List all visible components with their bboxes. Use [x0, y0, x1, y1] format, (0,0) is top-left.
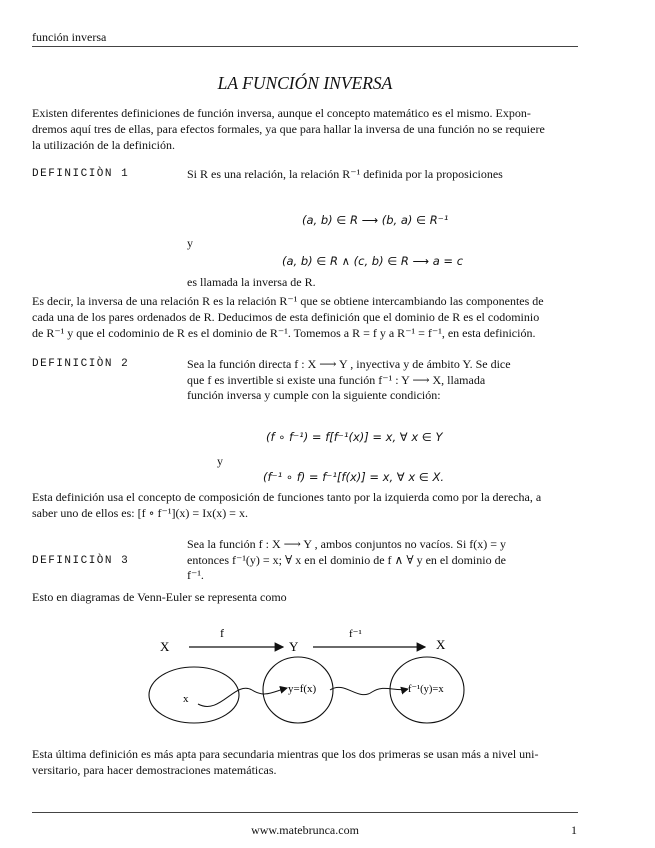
definition-2-y: y: [217, 454, 223, 468]
intro-line-1: Existen diferentes definiciones de función inversa, aunque el concepto matemático es el mismo. Expon-: [32, 106, 531, 120]
closing-line-1: Esta última definición es más apta para secundaria mientras que los dos primeras se usan más a nivel uni-: [32, 747, 539, 761]
explanation-2-line-2: saber uno de ellos es: [f ∘ f⁻¹](x) = Ix(x) = x.: [32, 506, 248, 520]
mapping-curve-f: [198, 688, 287, 706]
definition-2-line-3: función inversa y cumple con la siguiente condición:: [187, 388, 441, 402]
set-label-x-left: X: [160, 639, 170, 654]
element-finv-y-equals-x: f⁻¹(y)=x: [408, 684, 444, 695]
definition-2-label: DEFINICIÒN 2: [32, 358, 130, 370]
page-title: LA FUNCIÓN INVERSA: [217, 73, 393, 93]
explanation-1-line-3: de R⁻¹ y que el codominio de R es el dominio de R⁻¹. Tomemos a R = f y a R⁻¹ = f⁻¹, en esta definición.: [32, 326, 536, 340]
mapping-curve-f-inverse: [330, 687, 408, 694]
definition-3-label: DEFINICIÒN 3: [32, 555, 130, 567]
arrow-label-f: f: [220, 626, 224, 640]
intro-line-3: la utilización de la definición.: [32, 138, 175, 152]
venn-intro: Esto en diagramas de Venn-Euler se representa como: [32, 590, 287, 604]
closing-paragraph: [32, 746, 578, 778]
definition-2-equation-1: (f ∘ f⁻¹) = f[f⁻¹(x)] = x, ∀ x ∈ Y: [266, 430, 443, 444]
definition-3-line-3: f⁻¹.: [187, 568, 204, 582]
definition-1-equation-1: (a, b) ∈ R ⟶ (b, a) ∈ R⁻¹: [302, 213, 449, 227]
definition-2-line-2: que f es invertible si existe una función f⁻¹ : Y ⟶ X, llamada: [187, 372, 486, 387]
header-rule: [32, 46, 578, 47]
definition-3-line-2: entonces f⁻¹(y) = x; ∀ x en el dominio de f ∧ ∀ y en el dominio de: [187, 552, 506, 567]
page-number: 1: [571, 823, 577, 837]
explanation-2: [32, 489, 578, 521]
set-x-left-ellipse: [149, 667, 239, 723]
arrow-label-f-inverse: f⁻¹: [349, 628, 362, 640]
set-label-x-right: X: [436, 637, 446, 652]
definition-1-y: y: [187, 236, 193, 250]
definition-2-text: [187, 357, 572, 404]
definition-3-text: [187, 537, 572, 584]
explanation-2-line-1: Esta definición usa el concepto de composición de funciones tanto por la izquierda como por la derecha, a: [32, 490, 542, 504]
element-x: x: [183, 693, 189, 705]
explanation-1-line-1: Es decir, la inversa de una relación R es la relación R⁻¹ que se obtiene intercambiando las componentes de: [32, 294, 544, 308]
footer-rule: [32, 812, 578, 813]
definition-1-closing: es llamada la inversa de R.: [187, 275, 316, 289]
explanation-1: [32, 293, 578, 341]
intro-paragraph: [32, 105, 578, 153]
closing-line-2: versitario, para hacer demostraciones matemáticas.: [32, 763, 277, 777]
footer-site: www.matebrunca.com: [251, 823, 359, 837]
element-y-equals-fx: y=f(x): [288, 683, 317, 695]
definition-1-equation-2: (a, b) ∈ R ∧ (c, b) ∈ R ⟶ a = c: [282, 254, 464, 268]
explanation-1-line-2: cada una de los pares ordenados de R. Deducimos de esta definición que el dominio de R es el codominio: [32, 310, 540, 324]
intro-line-2: dremos aquí tres de ellas, para efectos formales, ya que para hallar la inversa de una función no se requiere: [32, 122, 545, 136]
definition-1-label: DEFINICIÒN 1: [32, 168, 130, 180]
set-label-y: Y: [289, 639, 299, 654]
definition-3-line-1: Sea la función f : X ⟶ Y , ambos conjuntos no vacíos. Si f(x) = y: [187, 537, 507, 551]
venn-euler-diagram: [140, 620, 500, 730]
definition-1-text: Si R es una relación, la relación R⁻¹ definida por la proposiciones: [187, 167, 503, 181]
definition-2-line-1: Sea la función directa f : X ⟶ Y , inyectiva y de ámbito Y. Se dice: [187, 357, 511, 371]
definition-2-equation-2: (f⁻¹ ∘ f) = f⁻¹[f(x)] = x, ∀ x ∈ X.: [263, 470, 444, 484]
running-header: función inversa: [32, 30, 107, 44]
